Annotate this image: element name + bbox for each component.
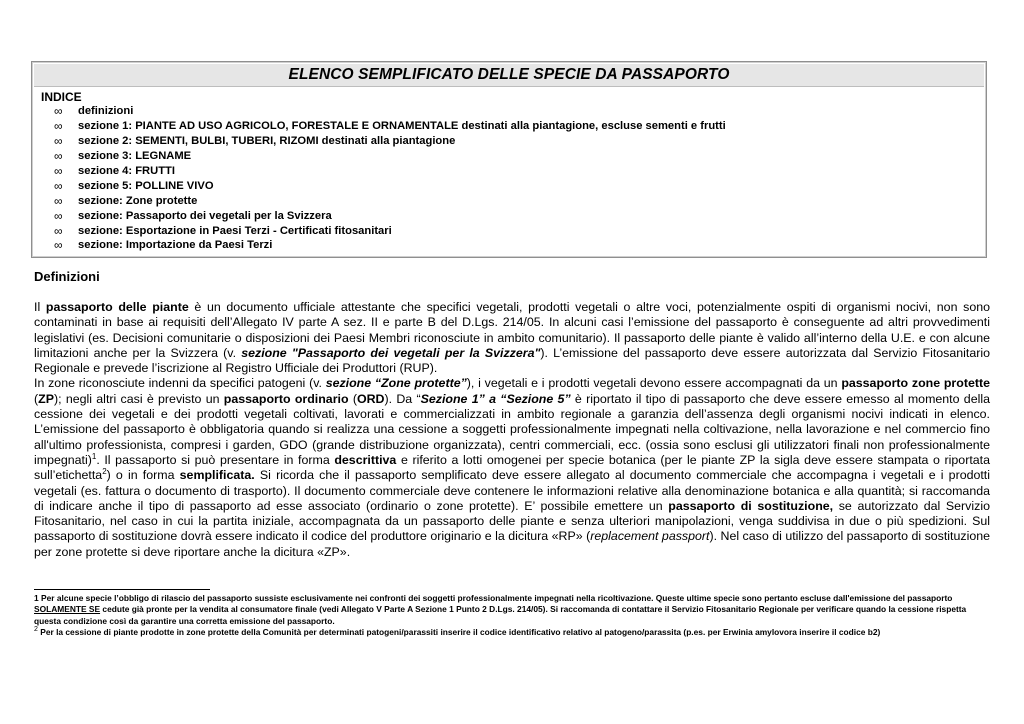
text-run: Si ricorda che il passaporto semplificato deve essere allegato al documento commerciale che accompagna i vegetali e i prodotti vegetali (es. fattura o documento di trasporto). Il documento commerciale deve contenere le informazioni relative alla denominazione botanica e alla quantità; si raccomanda di indicare anche il tipo di passaporto ad esse associato (ordinario o zone protette). E’ possibile emettere un (34, 468, 991, 513)
index-label: INDICE (41, 90, 82, 104)
bullet-icon: ∞ (54, 134, 63, 149)
term-passaporto-ordinario: passaporto ordinario (223, 391, 349, 406)
definitions-body (34, 300, 990, 560)
term-descrittiva: descrittiva (334, 452, 397, 467)
index-item-sezione-5[interactable] (54, 178, 726, 193)
term-zp: ZP (38, 391, 54, 406)
text-run: e riferito a lotti omogenei per specie botanica (per le piante ZP la sigla deve essere stampata o riportata sull’etichetta (34, 452, 990, 483)
text-run: In zone riconosciute indenni da specifici patogeni (v. (34, 376, 326, 391)
term-passaporto-piante: passaporto delle piante (45, 300, 189, 314)
definitions-heading: Definizioni (34, 269, 100, 284)
reference-svizzera: sezione "Passaporto dei vegetali per la Svizzera" (241, 345, 541, 360)
footnote-2 (34, 627, 979, 638)
index-item-label: definizioni (78, 105, 134, 118)
index-item-label: sezione: Passaporto dei vegetali per la Svizzera (78, 209, 332, 222)
footnote-1 (34, 593, 979, 627)
index-item-label: sezione 2: SEMENTI, BULBI, TUBERI, RIZOMI destinati alla piantagione (78, 135, 456, 148)
index-item-label: sezione: Esportazione in Paesi Terzi - Certificati fitosanitari (78, 224, 392, 237)
term-semplificata: semplificata. (179, 468, 255, 483)
reference-sezioni: Sezione 1” a “Sezione 5” (420, 391, 571, 406)
bullet-icon: ∞ (54, 193, 63, 208)
term-replacement-passport: replacement passport (590, 529, 710, 544)
index-item-definizioni[interactable] (54, 104, 726, 119)
term-passaporto-zp: passaporto zone protette (841, 376, 990, 391)
index-item-esportazione[interactable] (54, 223, 726, 238)
index-item-sezione-4[interactable] (54, 164, 726, 179)
index-item-svizzera[interactable] (54, 208, 726, 223)
text-run: è riportato il tipo di passaporto che deve essere emesso al momento della cessione dei vegetali e dei prodotti vegetali coltivati, lavorati e commercializzati in ambito regionale a garanzia dell’assenza degli organismi nocivi indicati in elenco. L’emissione del passaporto è obbligatoria quando si realizza una cessione a soggetti professionalmente impegnati nella coltivazione, nella lavorazione e nel commercio fino all'ultimo professionista, compresi i garden, GDO (grande distribuzione organizzata), centri commerciali, ecc. (ossia sono esclusi gli utilizzatori finali non professionalmente impegnati) (34, 391, 990, 467)
text-run: se autorizzato dal Servizio Fitosanitario, nel caso in cui la partita iniziale, accompagnata da un passaporto delle piante e senza ulteriori manipolazioni, venga suddivisa in due o più spedizioni. Sul passaporto di sostituzione dovrà essere indicato il codice del produttore originario e la dicitura «RP» ( (34, 498, 990, 544)
text-run: ) o in forma (106, 468, 180, 483)
text-run: ), i vegetali e i prodotti vegetali devono essere accompagnati da un (466, 376, 842, 391)
footnote-number: 2 (34, 626, 38, 634)
index-list (54, 104, 726, 253)
term-ord: ORD (356, 391, 385, 406)
definitions-paragraph-2 (34, 376, 990, 560)
text-run: . Il passaporto si può presentare in forma (96, 452, 335, 467)
bullet-icon: ∞ (54, 238, 63, 253)
title-bar (34, 64, 984, 87)
text-run: Il (34, 300, 46, 314)
document-title: ELENCO SEMPLIFICATO DELLE SPECIE DA PASSAPORTO (288, 66, 730, 83)
text-run: è un documento ufficiale attestante che specifici vegetali, prodotti vegetali o altre voci, potenzialmente ospiti di organismi nocivi, non sono contaminati in base ai requisiti dell’Allegato IV parte A sez. II e parte B del D.Lgs. 214/05. In alcuni casi l’emissione del passaporto è conseguente ad altri provvedimenti legislativi (es. Decisioni comunitarie o disposizioni dei Paesi Membri riconosciute in ambito comunitario). Il passaporto delle piante è valido all’interno della U.E. e con alcune limitazioni anche per la Svizzera (v. (34, 300, 990, 360)
footnote-number: 1 (34, 593, 39, 603)
term-passaporto-sostituzione: passaporto di sostituzione, (668, 498, 834, 513)
bullet-icon: ∞ (54, 149, 63, 164)
footnote-ref-2[interactable]: 2 (102, 467, 107, 477)
text-run: ( (34, 391, 39, 406)
index-item-label: sezione 1: PIANTE AD USO AGRICOLO, FORESTALE E ORNAMENTALE destinati alla piantagione, escluse sementi e frutti (78, 120, 726, 133)
text-run: ); negli altri casi è previsto un (53, 391, 224, 406)
bullet-icon: ∞ (54, 208, 63, 223)
index-item-sezione-3[interactable] (54, 149, 726, 164)
bullet-icon: ∞ (54, 178, 63, 193)
text-run: cedute già pronte per la vendita al consumatore finale (vedi Allegato V Parte A Sezione 1 Punto 2 D.Lgs. 214/05). Si raccomanda di contattare il Servizio Fitosanitario Regionale per verificare quando la cessione rispetta questa condizione così da garantire una corretta emissione del passaporto. (34, 604, 967, 626)
index-item-sezione-1[interactable] (54, 119, 726, 134)
text-run: ). Da “ (384, 391, 421, 406)
text-run: ). Nel caso di utilizzo del passaporto di sostituzione per zone protette si deve riportare anche la dicitura «ZP». (34, 529, 990, 559)
footnote-ref-1[interactable]: 1 (91, 451, 97, 461)
bullet-icon: ∞ (54, 104, 63, 119)
index-item-importazione[interactable] (54, 238, 726, 253)
footnotes (34, 593, 979, 639)
bullet-icon: ∞ (54, 119, 63, 134)
text-run: ). L’emissione del passaporto deve essere autorizzata dal Servizio Fitosanitario Regionale e prevede l’iscrizione al Registro Ufficiale dei Produttori (RUP). (34, 345, 990, 376)
bullet-icon: ∞ (54, 223, 63, 238)
index-item-label: sezione 4: FRUTTI (78, 165, 175, 177)
text-run: ( (348, 391, 357, 406)
definitions-paragraph-1 (34, 300, 990, 376)
index-item-label: sezione 3: LEGNAME (78, 150, 192, 163)
index-box (31, 61, 987, 258)
index-item-label: sezione: Zone protette (78, 194, 198, 207)
reference-zone-protette: sezione “Zone protette” (325, 376, 467, 391)
index-item-label: sezione 5: POLLINE VIVO (78, 179, 214, 192)
bullet-icon: ∞ (54, 164, 63, 178)
index-item-label: sezione: Importazione da Paesi Terzi (78, 239, 273, 252)
text-run: Per alcune specie l’obbligo di rilascio del passaporto sussiste esclusivamente nei confronti dei soggetti professionalmente impegnati nella ricoltivazione. Queste ultime specie sono pertanto escluse dall'emissione del passaporto (38, 593, 953, 603)
index-item-zone-protette[interactable] (54, 193, 726, 208)
footnote-emphasis: SOLAMENTE SE (34, 604, 101, 615)
footnote-divider (34, 589, 210, 590)
index-item-sezione-2[interactable] (54, 134, 726, 149)
text-run: Per la cessione di piante prodotte in zone protette della Comunità per determinati patogeni/parassiti inserire il codice identificativo relativo al patogeno/parassita (p.es. per Erwinia amylovora inserire il codice b2) (37, 627, 881, 638)
